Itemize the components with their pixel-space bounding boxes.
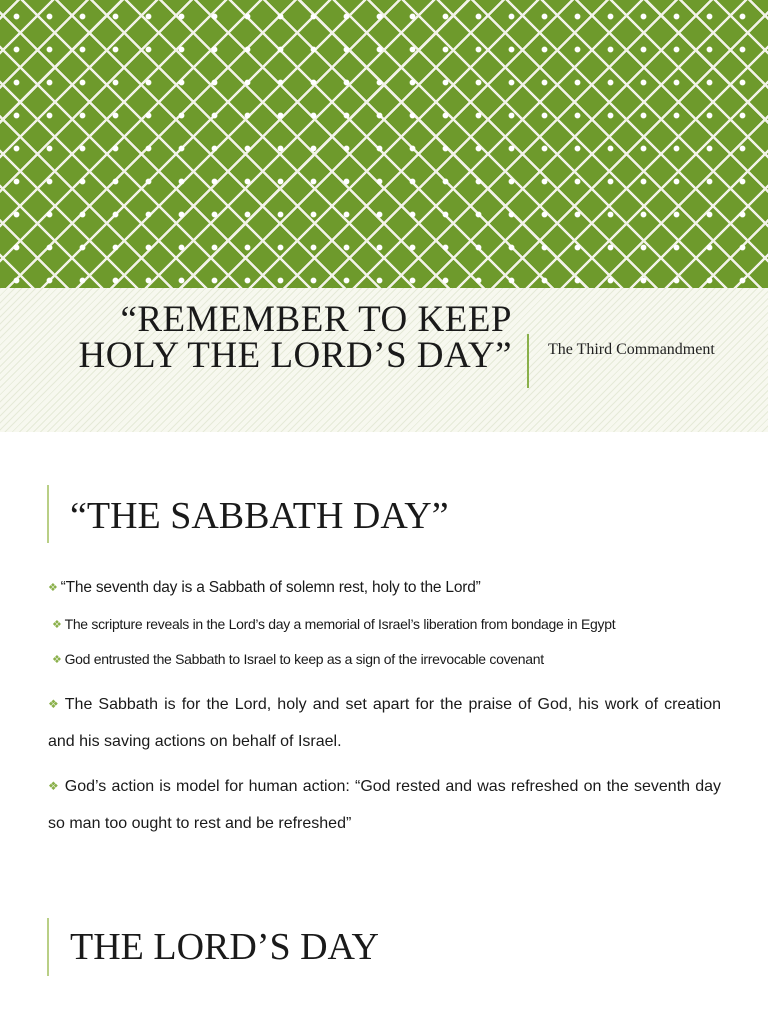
- diamond-bullet-icon: ❖: [48, 779, 59, 793]
- slide-subtitle: The Third Commandment: [548, 341, 715, 358]
- title-divider: [527, 334, 529, 388]
- sub-bullet-item: ❖ God entrusted the Sabbath to Israel to keep as a sign of the irrevocable covenant: [52, 651, 544, 667]
- sub-bullet-item: ❖ The scripture reveals in the Lord’s day a memorial of Israel’s liberation from bondage in Egypt: [52, 616, 616, 632]
- diamond-bullet-icon: ❖: [52, 619, 62, 631]
- heading-accent-bar: [47, 918, 49, 976]
- diamond-bullet-icon: ❖: [48, 582, 58, 594]
- heading-accent-bar: [47, 485, 49, 543]
- section-heading: “THE SABBATH DAY”: [70, 495, 449, 537]
- diamond-bullet-icon: ❖: [52, 654, 62, 666]
- bullet-item: ❖ “The seventh day is a Sabbath of solemn rest, holy to the Lord”: [48, 579, 481, 596]
- bullet-item: ❖ God’s action is model for human action: “God rested and was refreshed on the seventh day so man too ought to rest and be refreshed”: [48, 768, 721, 842]
- diamond-bullet-icon: ❖: [48, 697, 59, 711]
- slide-title: “REMEMBER TO KEEP HOLY THE LORD’S DAY”: [78, 299, 512, 376]
- patterned-banner: [0, 0, 768, 288]
- next-section-heading: THE LORD’S DAY: [70, 926, 379, 968]
- bullet-item: ❖ The Sabbath is for the Lord, holy and set apart for the praise of God, his work of creation and his saving actions on behalf of Israel.: [48, 686, 721, 760]
